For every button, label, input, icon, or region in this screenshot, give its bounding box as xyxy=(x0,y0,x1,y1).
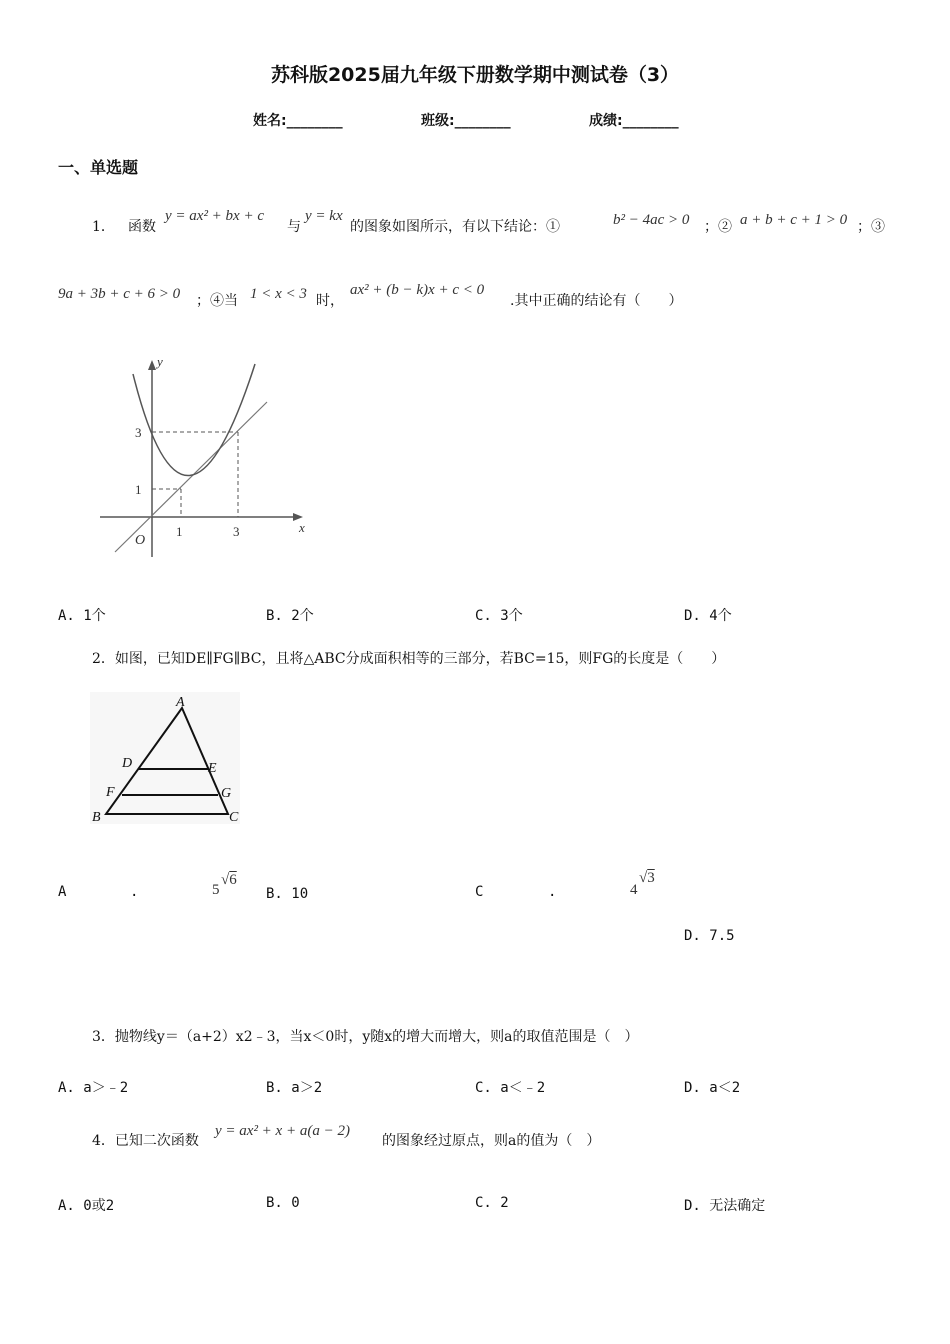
q2-option-c-letter: C xyxy=(475,884,484,900)
q3-option-d[interactable]: D. a＜2 xyxy=(684,1080,741,1096)
q3-option-a[interactable]: A. a＞﹣2 xyxy=(58,1080,129,1096)
q1-option-c[interactable]: C. 3个 xyxy=(475,608,523,624)
q1-formula-1: b² − 4ac > 0 xyxy=(613,212,690,228)
q4-option-d[interactable]: D. 无法确定 xyxy=(684,1198,766,1214)
q1-formula-4: 1 < x < 3 xyxy=(250,286,307,302)
vertex-a-label: A xyxy=(176,695,185,710)
q2-option-d[interactable]: D. 7.5 xyxy=(684,928,735,944)
q4-text-1: 4．已知二次函数 xyxy=(92,1133,199,1149)
q2-option-c-radical: √3 xyxy=(639,870,655,886)
point-f-label: F xyxy=(106,785,115,800)
q1-function-graph xyxy=(95,352,315,562)
y-axis-label: y xyxy=(157,354,163,369)
vertex-c-label: C xyxy=(229,810,239,825)
q2-option-a-letter: A xyxy=(58,884,67,900)
q2-option-c-coefficient: 4 xyxy=(630,882,638,898)
q2-text: 2．如图，已知DE∥FG∥BC，且将△ABC分成面积相等的三部分，若BC=15，则FG的长度是（ ） xyxy=(92,651,726,667)
q1-formula-5: ax² + (b − k)x + c < 0 xyxy=(350,282,485,298)
tick-label-y3: 3 xyxy=(135,425,142,440)
q4-option-b[interactable]: B. 0 xyxy=(266,1195,300,1211)
class-field-label: 班级:________ xyxy=(421,113,511,129)
q2-option-b[interactable]: B. 10 xyxy=(266,886,309,902)
tick-label-x3: 3 xyxy=(233,524,240,539)
q3-option-c[interactable]: C. a＜﹣2 xyxy=(475,1080,546,1096)
q1-text-3: 的图象如图所示，有以下结论：① xyxy=(350,219,560,235)
q4-option-a[interactable]: A. 0或2 xyxy=(58,1198,115,1214)
q1-text-8: .其中正确的结论有（ ） xyxy=(510,293,683,309)
q4-option-c[interactable]: C. 2 xyxy=(475,1195,509,1211)
q1-option-a[interactable]: A. 1个 xyxy=(58,608,106,624)
q2-option-a-dot: . xyxy=(130,884,139,900)
name-field-label: 姓名:________ xyxy=(253,113,343,129)
q3-text: 3．抛物线y＝（a+2）x2﹣3，当x＜0时，y随x的增大而增大，则a的取值范围是（ ） xyxy=(92,1029,639,1045)
q3-option-b[interactable]: B. a＞2 xyxy=(266,1080,323,1096)
q2-option-c-radicand: 3 xyxy=(647,870,655,886)
q1-option-d[interactable]: D. 4个 xyxy=(684,608,732,624)
tick-label-x1: 1 xyxy=(176,524,183,539)
q1-text-4: ；② xyxy=(704,219,732,235)
q2-triangle-figure xyxy=(88,690,248,830)
q1-text-1: 函数 xyxy=(128,219,156,235)
page-title: 苏科版2025届九年级下册数学期中测试卷（3） xyxy=(270,64,680,86)
x-axis-label: x xyxy=(299,520,305,535)
q1-text-6: ；④当 xyxy=(196,293,238,309)
score-field-label: 成绩:________ xyxy=(589,113,679,129)
q2-option-a-coefficient: 5 xyxy=(212,882,220,898)
q1-option-b[interactable]: B. 2个 xyxy=(266,608,314,624)
q1-formula-quadratic: y = ax² + bx + c xyxy=(165,208,264,224)
point-g-label: G xyxy=(221,786,232,801)
q2-option-a-radicand: 6 xyxy=(229,872,237,888)
tick-label-y1: 1 xyxy=(135,482,142,497)
q4-formula: y = ax² + x + a(a − 2) xyxy=(215,1123,350,1139)
q1-formula-3: 9a + 3b + c + 6 > 0 xyxy=(58,286,181,302)
point-d-label: D xyxy=(122,756,133,771)
point-e-label: E xyxy=(208,761,217,776)
q1-text-2: 与 xyxy=(287,219,301,235)
q2-option-c-dot: . xyxy=(548,884,557,900)
q1-text-5: ；③ xyxy=(857,219,885,235)
q1-number: 1． xyxy=(92,219,115,235)
origin-label: O xyxy=(135,533,146,548)
y-axis-arrow xyxy=(148,360,156,370)
q2-option-a-radical: √6 xyxy=(221,872,237,888)
q1-formula-linear: y = kx xyxy=(305,208,343,224)
q1-text-7: 时， xyxy=(316,293,344,309)
q4-text-2: 的图象经过原点，则a的值为（ ） xyxy=(382,1133,601,1149)
section-heading: 一、单选题 xyxy=(58,158,139,177)
q1-formula-2: a + b + c + 1 > 0 xyxy=(740,212,848,228)
vertex-b-label: B xyxy=(92,810,101,825)
